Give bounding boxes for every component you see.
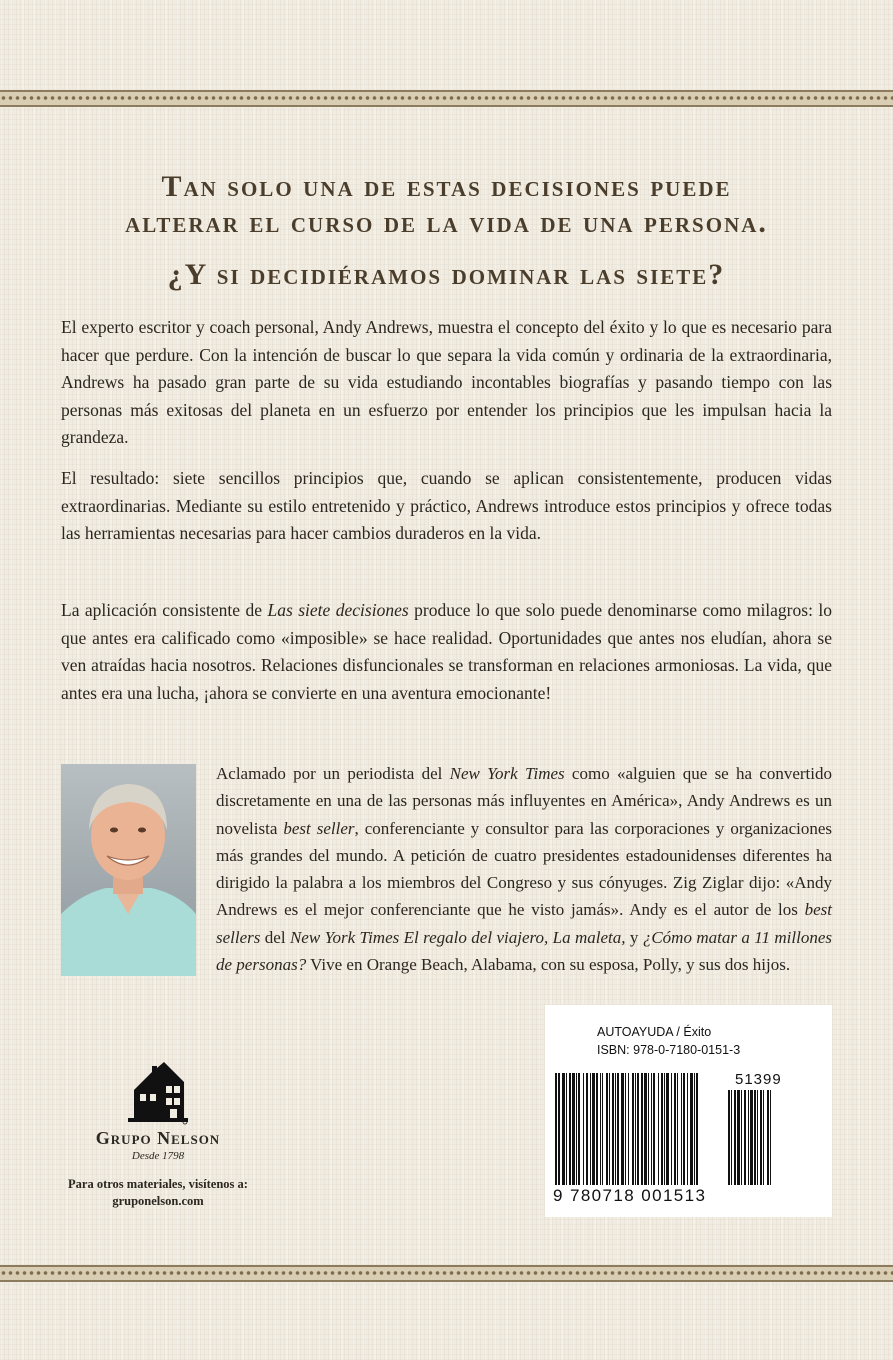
description-paragraph-3 <box>61 597 832 707</box>
bio-italic-4: New York Times El regalo del viajero, La maleta, <box>289 927 626 947</box>
publisher-website: gruponelson.com <box>112 1194 204 1208</box>
isbn-label: ISBN: 978-0-7180-0151-3 <box>597 1043 741 1057</box>
category-label: AUTOAYUDA / Éxito <box>597 1025 712 1039</box>
bio-italic-2: best seller <box>283 818 355 838</box>
bio-text-3: , conferenciante y consultor para las corporaciones y organizaciones más grandes del mundo. A petición de cuatro presidentes estadounidenses diferentes ha dirigido la palabra a los miembros del Congreso y sus cónyuges. Zig Ziglar dijo: «Andy Andrews es el mejor conferenciante que he visto jamás». Andy es el autor de los <box>216 818 832 920</box>
bio-text-2: como «alguien que se ha convertido discretamente en una de las personas más influyentes en América», Andy Andrews es un novelista <box>216 764 832 838</box>
para3-text-before: La aplicación consistente de <box>61 600 268 620</box>
para3-text-after: produce lo que solo puede denominarse como milagros: lo que antes era calificado como «imposible» se hace realidad. Oportunidades que antes nos eludían, ahora se ven atraídas hacia nosotros. Relaciones disfuncionales se transforman en relaciones armoniosas. La vida, que antes era una lucha, ¡ahora se convierte en una aventura emocionante! <box>61 600 833 703</box>
publisher-since: Desde 1798 <box>131 1150 185 1162</box>
price-addon-barcode <box>728 1090 786 1185</box>
bio-text-4: del <box>260 927 290 947</box>
price-addon-digits: 51399 <box>735 1071 782 1088</box>
publisher-logo-block <box>60 1060 256 1210</box>
author-bio <box>216 760 832 978</box>
publisher-house-icon <box>126 1060 190 1126</box>
bio-italic-3: best sellers <box>216 900 832 947</box>
description-paragraph-1: El experto escritor y coach personal, Andy Andrews, muestra el concepto del éxito y lo que es necesario para hacer que perdure. Con la intención de buscar lo que separa la vida común y ordinaria de la extraordinaria, Andrews ha pasado gran parte de su vida estudiando incontables biografías y pasando tiempo con las personas más exitosas del planeta en un esfuerzo por entender los principios que les impulsan hacia la grandeza. <box>61 317 832 447</box>
book-title-italic: Las siete decisiones <box>267 600 409 620</box>
description-paragraph-2: El resultado: siete sencillos principios que, cuando se aplican consistentemente, producen vidas extraordinarias. Mediante su estilo entretenido y práctico, Andrews introduce estos principios y ofrece todas las herramientas necesarias para hacer cambios duraderos en la vida. <box>61 468 832 543</box>
bottom-decorative-border <box>0 1265 893 1282</box>
barcode-digits: 9 780718 001513 <box>553 1186 707 1205</box>
headline-question: ¿Y si decidiéramos dominar las siete? <box>167 258 726 291</box>
headline-line-2: alterar el curso de la vida de una persona. <box>125 206 768 239</box>
bio-text-1: Aclamado por un periodista del <box>216 764 450 783</box>
author-photo <box>61 764 196 976</box>
promo-text: Para otros materiales, visítenos a: <box>68 1177 248 1191</box>
bio-italic-1: New York Times <box>449 764 565 783</box>
headline-line-1: Tan solo una de estas decisiones puede <box>161 170 732 203</box>
bio-text-6: Vive en Orange Beach, Alabama, con su esposa, Polly, y sus dos hijos. <box>306 955 791 975</box>
barcode-panel <box>545 1005 832 1217</box>
top-decorative-border <box>0 90 893 107</box>
bio-italic-5: ¿Cómo matar a 11 millones de personas? <box>216 927 833 975</box>
isbn-barcode <box>555 1073 723 1185</box>
publisher-name: Grupo Nelson <box>95 1128 221 1148</box>
bio-text-5: y <box>625 927 643 947</box>
